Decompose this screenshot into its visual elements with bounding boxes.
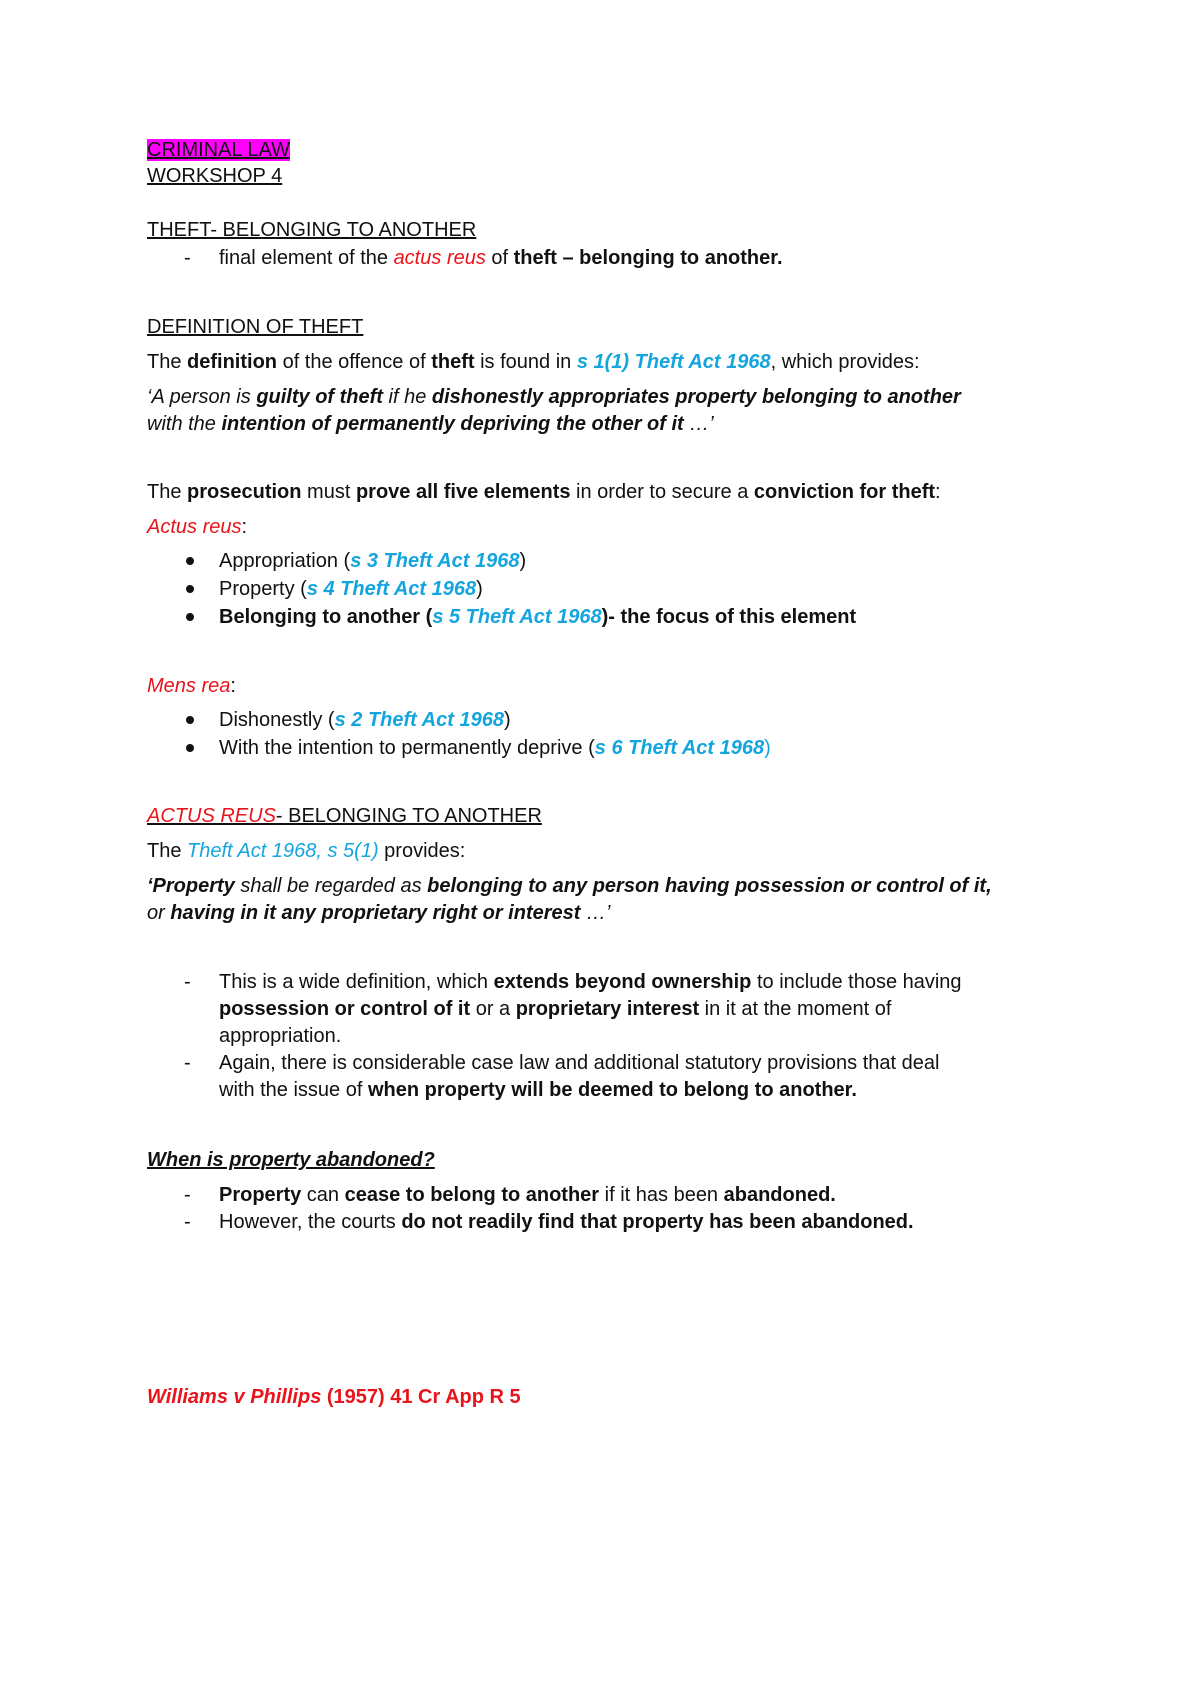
- actus-item-appropriation: Appropriation (s 3 Theft Act 1968): [219, 550, 527, 572]
- abandoned-point2: However, the courts do not readily find that property has been abandoned.: [219, 1211, 914, 1233]
- dash-bullet: -: [184, 1184, 191, 1206]
- course-title: [147, 137, 290, 163]
- bullet-dot: [186, 744, 194, 752]
- s5-provides-line: The Theft Act 1968, s 5(1) provides:: [147, 840, 466, 862]
- bullet-dot: [186, 716, 194, 724]
- bullet-dot: [186, 585, 194, 593]
- abandoned-heading: When is property abandoned?: [147, 1149, 435, 1171]
- wide-definition-line2: possession or control of it or a proprietary interest in it at the moment of: [219, 998, 892, 1020]
- bullet-dot: [186, 613, 194, 621]
- definition-quote-line2: with the intention of permanently depriving the other of it …’: [147, 413, 714, 435]
- actus-item-property: Property (s 4 Theft Act 1968): [219, 578, 483, 600]
- definition-heading: DEFINITION OF THEFT: [147, 316, 364, 338]
- wide-definition-line3: appropriation.: [219, 1025, 342, 1047]
- case-law-line1: Again, there is considerable case law and additional statutory provisions that deal: [219, 1052, 940, 1074]
- theft-heading: THEFT- BELONGING TO ANOTHER: [147, 219, 477, 241]
- bullet-dot: [186, 557, 194, 565]
- dash-bullet: -: [184, 1211, 191, 1233]
- mens-rea-label: Mens rea:: [147, 675, 236, 697]
- s5-quote-line1: ‘Property shall be regarded as belonging to any person having possession or control of it,: [147, 875, 992, 897]
- prosecution-line: The prosecution must prove all five elements in order to secure a conviction for theft:: [147, 481, 941, 503]
- actus-reus-label: Actus reus:: [147, 516, 248, 538]
- wide-definition-line1: This is a wide definition, which extends beyond ownership to include those having: [219, 971, 962, 993]
- mens-item-dishonestly: Dishonestly (s 2 Theft Act 1968): [219, 709, 511, 731]
- actus-reus-heading: ACTUS REUS- BELONGING TO ANOTHER: [147, 805, 542, 827]
- case-citation: Williams v Phillips (1957) 41 Cr App R 5: [147, 1386, 521, 1408]
- definition-intro: The definition of the offence of theft is found in s 1(1) Theft Act 1968, which provides:: [147, 351, 920, 373]
- definition-quote-line1: ‘A person is guilty of theft if he dishonestly appropriates property belonging to another: [147, 386, 961, 408]
- dash-bullet: -: [184, 1052, 191, 1074]
- abandoned-point1: Property can cease to belong to another if it has been abandoned.: [219, 1184, 836, 1206]
- dash-bullet: -: [184, 971, 191, 993]
- final-element-line: final element of the actus reus of theft – belonging to another.: [219, 247, 783, 269]
- mens-item-intention: With the intention to permanently deprive (s 6 Theft Act 1968): [219, 737, 771, 759]
- case-law-line2: with the issue of when property will be deemed to belong to another.: [219, 1079, 857, 1101]
- workshop-title: WORKSHOP 4: [147, 165, 283, 187]
- s5-quote-line2: or having in it any proprietary right or interest …’: [147, 902, 611, 924]
- actus-item-belonging: Belonging to another (s 5 Theft Act 1968)- the focus of this element: [219, 606, 857, 628]
- dash-bullet: -: [184, 247, 191, 269]
- course-title-highlight: CRIMINAL LAW: [147, 139, 290, 161]
